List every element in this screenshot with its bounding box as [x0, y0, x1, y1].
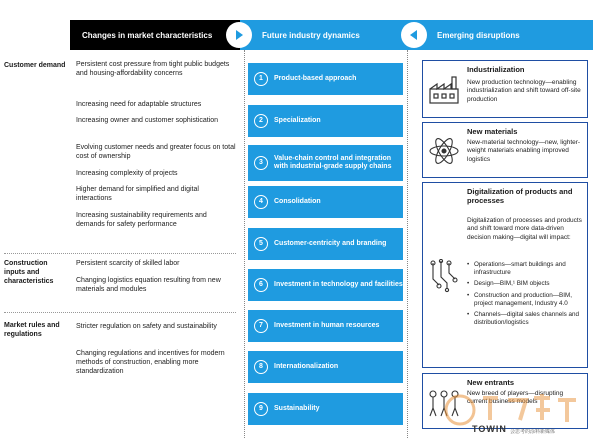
market-item: Persistent cost pressure from tight public budgets and housing-affordability concerns	[76, 61, 230, 78]
number-badge: 7	[254, 319, 268, 333]
dynamic-label: Specialization	[274, 116, 321, 124]
disruption-digitalization	[422, 182, 588, 368]
dynamic-label: Consolidation	[274, 197, 321, 205]
watermark-tagline: 会思考的涂料新媒体	[510, 429, 556, 435]
market-item: Higher demand for simplified and digital interactions	[76, 186, 199, 203]
header-middle-label: Future industry dynamics	[262, 30, 360, 40]
dynamic-specialization	[248, 105, 403, 137]
disruption-text: Digitalization of processes and products and shift toward more data-driven decision making—digital will impact:	[467, 217, 582, 241]
dynamic-consolidation	[248, 186, 403, 218]
dynamic-label: Sustainability	[274, 404, 320, 412]
market-item: Increasing owner and customer sophistication	[76, 117, 219, 124]
dynamic-product-based	[248, 63, 403, 95]
disruption-industrialization	[422, 60, 588, 118]
dynamic-internationalization	[248, 351, 403, 383]
dynamic-technology-investment	[248, 269, 403, 301]
number-badge: 6	[254, 278, 268, 292]
section-divider	[4, 312, 236, 313]
section-divider	[4, 253, 236, 254]
number-badge: 2	[254, 114, 268, 128]
list-item: • Operations—smart buildings and infrastructure	[467, 261, 585, 277]
arrow-right-icon	[226, 22, 252, 48]
disruption-new-materials	[422, 122, 588, 178]
dynamic-label: Value-chain control and integration with industrial-grade supply chains	[274, 154, 392, 170]
disruption-title: Industrialization	[467, 65, 525, 74]
market-item: Increasing sustainability requirements and demands for safety performance	[76, 212, 207, 229]
number-badge: 5	[254, 237, 268, 251]
digital-impact-list	[467, 261, 585, 330]
market-item: Increasing need for adaptable structures	[76, 101, 202, 108]
dynamic-human-resources	[248, 310, 403, 342]
header-industry-dynamics	[240, 20, 415, 50]
list-item: • Design—BIM,¹ BIM objects	[467, 280, 585, 288]
arrow-left-icon	[401, 22, 427, 48]
number-badge: 9	[254, 402, 268, 416]
market-item: Changing regulations and incentives for modern methods of construction, enabling more standardization	[76, 350, 225, 376]
dynamic-label: Product-based approach	[274, 74, 357, 82]
header-emerging-disruptions	[415, 20, 593, 50]
market-item: Evolving customer needs and greater focus on total cost of ownership	[76, 144, 236, 161]
category-market-rules: Market rules and regulations	[4, 322, 60, 338]
number-badge: 4	[254, 195, 268, 209]
category-customer-demand: Customer demand	[4, 62, 66, 69]
market-item: Changing logistics equation resulting from new materials and modules	[76, 277, 221, 294]
market-item: Persistent scarcity of skilled labor	[76, 260, 180, 267]
market-item: Stricter regulation on safety and sustainability	[76, 323, 217, 330]
disruption-text: New-material technology—new, lighter-weight materials enabling improved logistics	[467, 139, 581, 163]
factory-icon	[427, 73, 461, 107]
number-badge: 8	[254, 360, 268, 374]
disruption-title: New materials	[467, 127, 518, 136]
disruption-title: New entrants	[467, 378, 515, 387]
list-item: • Construction and production—BIM, project management, Industry 4.0	[467, 292, 585, 308]
dynamic-sustainability	[248, 393, 403, 425]
category-construction-inputs: Construction inputs and characteristics	[4, 260, 54, 285]
header-market-characteristics	[70, 20, 240, 50]
dynamic-label: Investment in technology and facilities	[274, 280, 403, 288]
atom-icon	[427, 134, 461, 168]
header-left-label: Changes in market characteristics	[82, 30, 213, 40]
dynamic-label: Investment in human resources	[274, 321, 380, 329]
market-item: Increasing complexity of projects	[76, 170, 178, 177]
disruption-text: New production technology—enabling industrialization and shift toward off-site production	[467, 79, 581, 103]
number-badge: 1	[254, 72, 268, 86]
dynamic-value-chain	[248, 145, 403, 181]
dynamic-label: Customer-centricity and branding	[274, 239, 387, 247]
disruption-text: New breed of players—disrupting current business models	[467, 390, 564, 406]
dynamic-customer-centricity	[248, 228, 403, 260]
disruption-title: Digitalization of products and processes	[467, 187, 573, 205]
list-item: • Channels—digital sales channels and distribution/logistics	[467, 311, 585, 327]
circuit-icon	[427, 259, 461, 293]
header-right-label: Emerging disruptions	[437, 30, 520, 40]
watermark-brand: TOWIN	[472, 424, 507, 434]
dynamic-label: Internationalization	[274, 362, 339, 370]
number-badge: 3	[254, 156, 268, 170]
